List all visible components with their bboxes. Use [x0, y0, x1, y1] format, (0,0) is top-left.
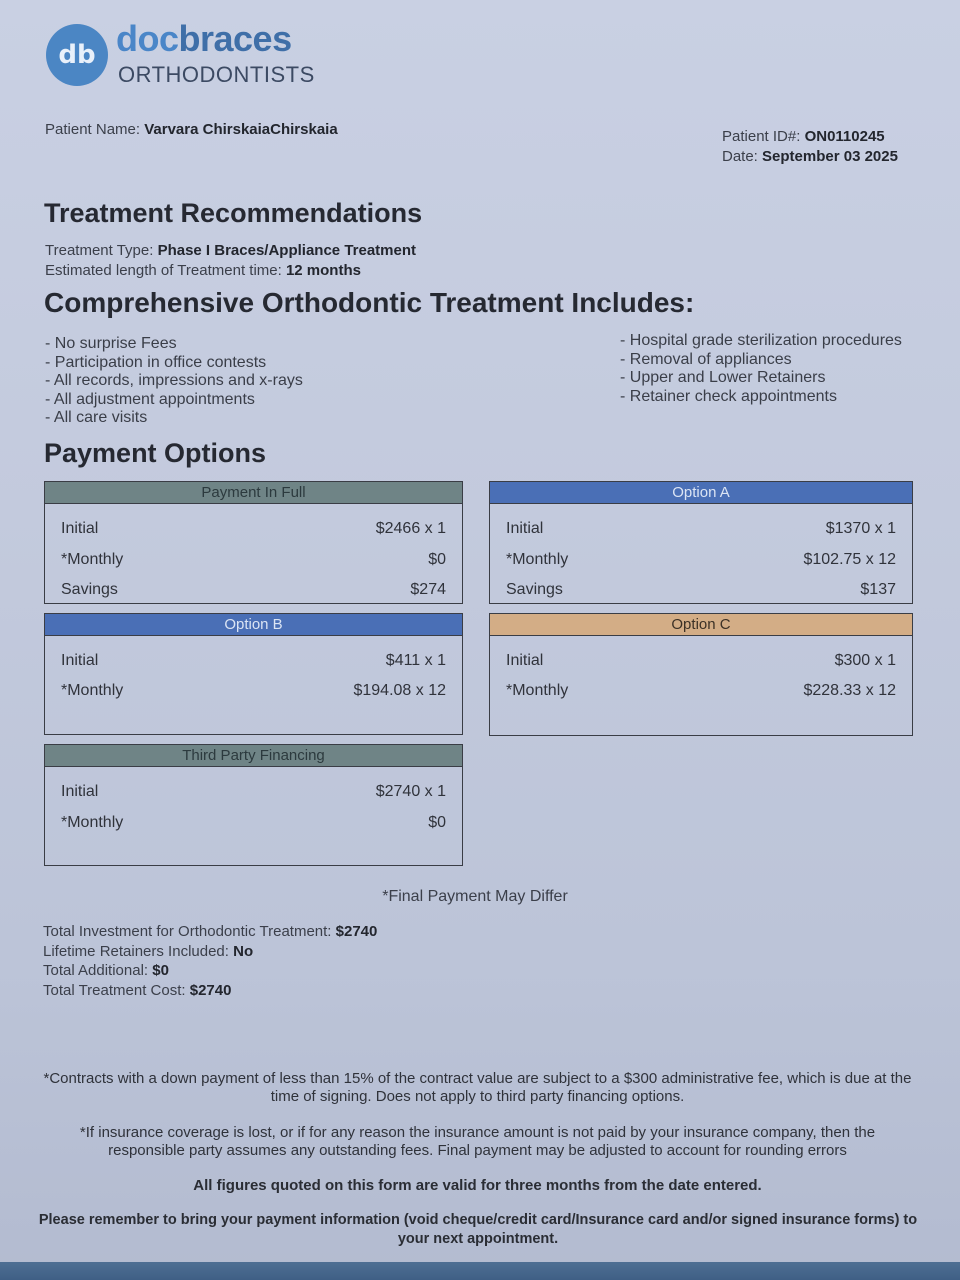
list-item: - Upper and Lower Retainers [620, 369, 826, 386]
reminder-note: Please remember to bring your payment information (void cheque/credit card/Insurance card and/or signed insurance forms) to your next appointment. [38, 1212, 918, 1247]
row-value: $300 x 1 [834, 652, 896, 669]
list-item: - All adjustment appointments [45, 390, 255, 408]
list-item: - Retainer check appointments [620, 387, 837, 405]
lifetime-retainers-label: Lifetime Retainers Included: [43, 943, 229, 960]
includes-title: Comprehensive Orthodontic Treatment Includes: [44, 287, 695, 318]
table-row [506, 581, 896, 599]
table-row [506, 682, 896, 700]
row-value: $2740 x 1 [375, 783, 446, 800]
treatment-title: Treatment Recommendations [44, 198, 423, 228]
total-treatment-cost-line [43, 982, 231, 999]
row-label: *Monthly [61, 814, 124, 831]
total-additional-label: Total Additional: [43, 962, 149, 979]
row-value: $411 x 1 [385, 652, 446, 669]
table-row [61, 581, 446, 599]
option-a-header: Option A [490, 482, 912, 504]
contracts-note: *Contracts with a down payment of less than 15% of the contract value are subject to a $300 administrative fee, which is due at the time of signing. Does not apply to third party financing options. [43, 1070, 912, 1105]
list-item: - All care visits [45, 409, 148, 426]
table-row [61, 783, 446, 801]
row-label: *Monthly [61, 682, 124, 699]
patient-name-label: Patient Name: [45, 121, 141, 138]
table-row [61, 682, 446, 700]
date-value: September 03 2025 [762, 148, 898, 165]
treatment-length: 12 months [285, 262, 361, 279]
final-payment-note: *Final Payment May Differ [382, 888, 568, 905]
patient-id-label: Patient ID#: [722, 128, 801, 145]
patient-id: ON0110245 [804, 128, 885, 145]
row-value: $228.33 x 12 [803, 682, 896, 699]
table-row [61, 652, 446, 670]
third-party-financing-header: Third Party Financing [45, 745, 462, 767]
row-value: $102.75 x 12 [803, 551, 896, 568]
logo-mark [46, 24, 108, 86]
payment-title: Payment Options [44, 438, 267, 468]
treatment-type: Phase I Braces/Appliance Treatment [157, 242, 417, 259]
row-label: Initial [506, 520, 544, 537]
row-value: $0 [428, 814, 446, 831]
row-label: Initial [61, 520, 99, 537]
option-b-header: Option B [45, 614, 462, 636]
row-label: *Monthly [506, 551, 569, 568]
table-row [61, 551, 446, 569]
list-item: - No surprise Fees [45, 335, 177, 352]
insurance-note: *If insurance coverage is lost, or if for any reason the insurance amount is not paid by your insurance company, then the responsible party assumes any outstanding fees. Final payment may be adjusted to account for rounding errors [79, 1124, 876, 1159]
validity-note: All figures quoted on this form are valid for three months from the date entered. [193, 1177, 762, 1194]
date-line [722, 148, 898, 165]
row-label: Initial [61, 652, 99, 669]
treatment-type-line [45, 242, 416, 259]
patient-id-line [722, 128, 885, 145]
includes-left-list [45, 335, 303, 428]
footer-band [0, 1262, 960, 1280]
patient-name-line [45, 121, 338, 138]
patient-name: Varvara ChirskaiaChirskaia [144, 121, 338, 138]
row-label: Savings [506, 581, 563, 598]
logo-word-doc: doc [116, 18, 179, 59]
third-party-financing-box [44, 744, 463, 866]
table-row [506, 652, 896, 670]
row-value: $1370 x 1 [825, 520, 896, 537]
logo-wordmark [116, 18, 292, 60]
table-row [61, 814, 446, 832]
lifetime-retainers-value: No [233, 943, 254, 960]
list-item: - Removal of appliances [620, 350, 792, 368]
row-value: $194.08 x 12 [353, 682, 446, 699]
table-row [61, 520, 446, 538]
logo-mark-text: db [58, 40, 96, 70]
list-item: - Hospital grade sterilization procedures [620, 332, 902, 349]
total-treatment-cost-label: Total Treatment Cost: [43, 982, 186, 999]
logo-word-braces: braces [178, 18, 292, 59]
lifetime-retainers-line [43, 943, 253, 960]
date-label: Date: [722, 148, 758, 165]
row-label: *Monthly [506, 682, 569, 699]
row-value: $2466 x 1 [375, 520, 446, 537]
table-row [506, 520, 896, 538]
list-item: - Participation in office contests [45, 353, 267, 371]
row-label: Savings [61, 581, 118, 598]
row-value: $137 [860, 581, 896, 598]
row-label: Initial [506, 652, 544, 669]
option-b-box [44, 613, 463, 735]
list-item: - All records, impressions and x-rays [45, 372, 303, 389]
logo-subtitle: ORTHODONTISTS [118, 62, 315, 87]
row-label: Initial [61, 783, 99, 800]
includes-right-list [620, 332, 902, 406]
total-treatment-cost-value: $2740 [189, 982, 232, 999]
total-investment-value: $2740 [335, 923, 378, 940]
row-value: $0 [428, 551, 446, 568]
row-label: *Monthly [61, 551, 124, 568]
total-investment-label: Total Investment for Orthodontic Treatment: [43, 923, 332, 940]
option-c-box [489, 613, 913, 736]
payment-in-full-header: Payment In Full [45, 482, 462, 504]
treatment-type-label: Treatment Type: [45, 242, 154, 259]
total-additional-value: $0 [152, 962, 169, 979]
payment-in-full-box [44, 481, 463, 604]
table-row [506, 551, 896, 569]
treatment-length-line [45, 262, 361, 279]
treatment-length-label: Estimated length of Treatment time: [45, 262, 282, 279]
total-additional-line [43, 962, 169, 979]
row-value: $274 [410, 581, 446, 598]
option-c-header: Option C [490, 614, 912, 636]
option-a-box [489, 481, 913, 604]
total-investment-line [43, 923, 377, 940]
